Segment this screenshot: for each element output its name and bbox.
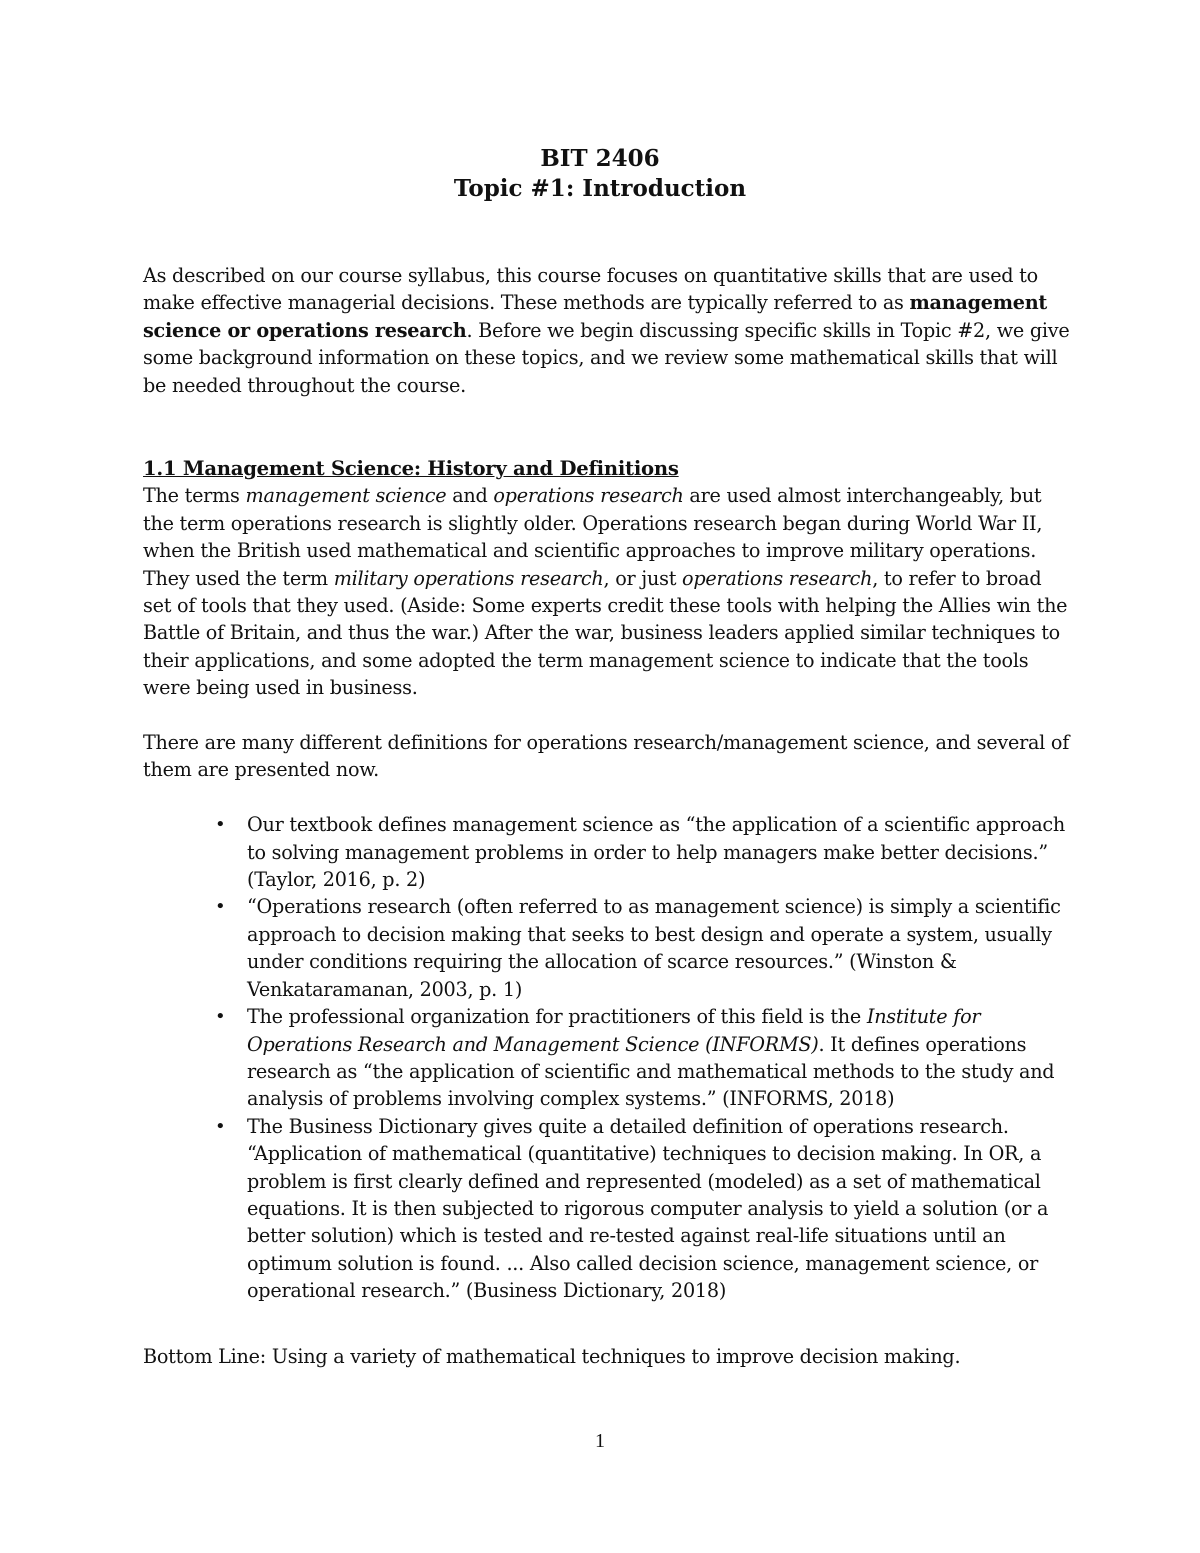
history-italic-2: operations research (493, 484, 684, 508)
intro-text-end: . Before we begin discussing specific skills in Topic #2, we give some background information on these topics, and we review some mathematical skills that will be needed throughout the course. (143, 318, 1070, 397)
definition-text: “Operations research (often referred to as management science) is simply a scientific approach to decision making that seeks to best design and operate a system, usually under conditions requiring the allocation of scarce resources.” (Winston & Venkataramanan, 2003, p. 1) (247, 895, 1061, 1001)
definition-text: The Business Dictionary gives quite a detailed definition of operations research. “Application of mathematical (quantitative) techniques to decision making. In OR, a problem is first clearly defined and represented (modeled) as a set of mathematical equations. It is then subjected to rigorous computer analysis to yield a solution (or a better solution) which is tested and re-tested against real-life situations until an optimum solution is found. ... Also called decision science, management science, or operational research.” (Business Dictionary, 2018) (247, 1114, 1049, 1303)
history-text-5: , to refer to broad set of tools that they used. (Aside: Some experts credit these tools with helping the Allies win the Battle of Britain, and thus the war.) After the war, business leaders applied similar techniques to their applications, and some adopted the term management science to indicate that the tools were being used in business. (143, 566, 1068, 700)
history-text-4: , or just (603, 566, 683, 590)
bottom-line-paragraph: Bottom Line: Using a variety of mathematical techniques to improve decision making. (143, 1345, 961, 1368)
bullet-icon: • (215, 814, 226, 836)
intro-text-start: As described on our course syllabus, this course focuses on quantitative skills that are used to make effective managerial decisions. These methods are typically referred to as (143, 264, 1038, 315)
bullet-icon: • (215, 1006, 226, 1028)
list-item (143, 893, 1073, 1003)
definition-text: Our textbook defines management science as “the application of a scientific approach to solving management problems in order to help managers make better decisions.” (Taylor, 2016, p. 2) (247, 813, 1066, 892)
history-text-2: and (446, 484, 494, 508)
intro-bold-terms: management science or operations research (143, 291, 1048, 342)
page-number: 1 (595, 1430, 605, 1452)
definition-text-end: . It defines operations research as “the application of scientific and mathematical methods to the study and analysis of problems involving complex systems.” (INFORMS, 2018) (247, 1032, 1055, 1111)
list-item (143, 811, 1073, 893)
definitions-intro-paragraph: There are many different definitions for operations research/management science, and several of them are presented now. (143, 731, 1070, 782)
document-title-block (0, 144, 1200, 204)
list-item (143, 1113, 1073, 1305)
history-italic-4: operations research (682, 566, 873, 590)
informs-organization-name: Institute for Operations Research and Management Science (INFORMS) (247, 1005, 981, 1056)
intro-paragraph (143, 262, 1073, 399)
course-code: BIT 2406 (540, 145, 660, 172)
history-text-1: The terms (143, 484, 246, 508)
history-italic-1: management science (245, 484, 447, 508)
definition-text-start: The professional organization for practitioners of this field is the (247, 1005, 867, 1029)
history-paragraph (143, 482, 1073, 701)
topic-title: Topic #1: Introduction (453, 175, 747, 202)
section-1-1 (143, 455, 1073, 1305)
section-heading: 1.1 Management Science: History and Definitions (143, 457, 679, 480)
definitions-list (143, 811, 1073, 1304)
bullet-icon: • (215, 1115, 226, 1137)
list-item (143, 1003, 1073, 1113)
bullet-icon: • (215, 896, 226, 918)
history-text-3: are used almost interchangeably, but the term operations research is slightly older. Operations research began during World War II, when the British used mathematical and scientific approaches to improve military operations. They used the term (143, 484, 1043, 590)
history-italic-3: military operations research (333, 566, 604, 590)
